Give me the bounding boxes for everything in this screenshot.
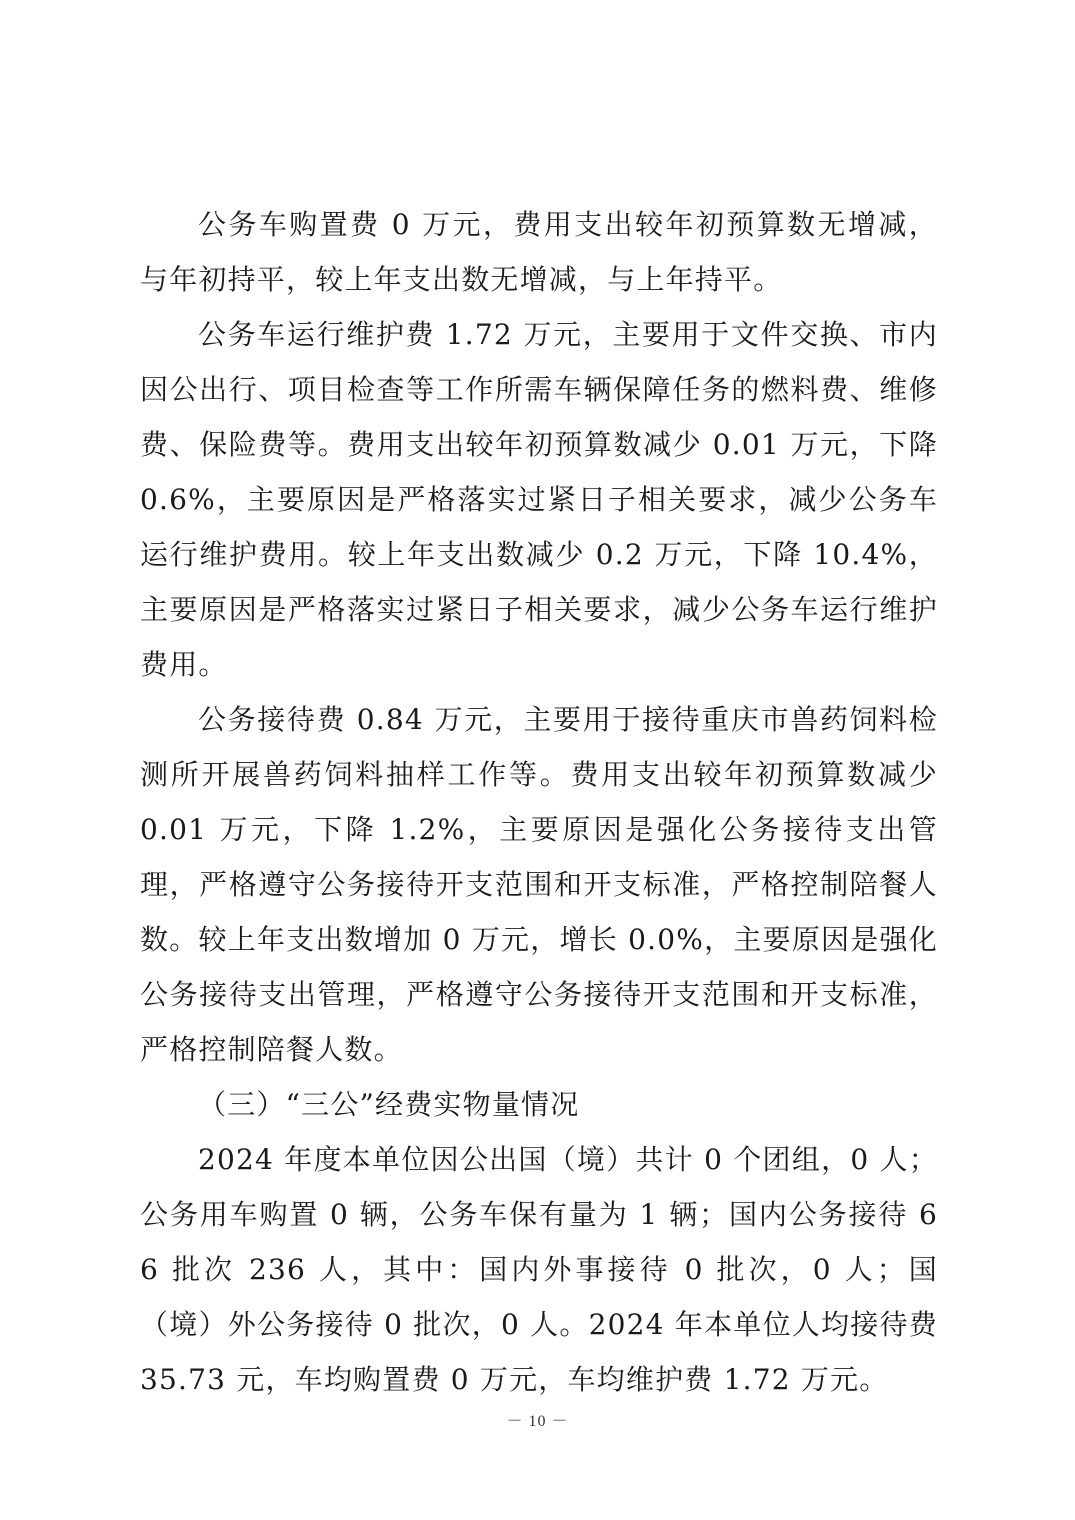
paragraph-official-reception: 公务接待费 0.84 万元，主要用于接待重庆市兽药饲料检测所开展兽药饲料抽样工作等。费用支出较年初预算数减少 0.01 万元，下降 1.2%，主要原因是强化公务接待支出管理，严格遵守公务接待开支范围和开支标准，严格控制陪餐人数。较上年支出数增加 0 万元，增长 0.0%，主要原因是强化公务接待支出管理，严格遵守公务接待开支范围和开支标准，严格控制陪餐人数。	[140, 703, 938, 1066]
paragraph-vehicle-purchase: 公务车购置费 0 万元，费用支出较年初预算数无增减，与年初持平，较上年支出数无增减，与上年持平。	[140, 208, 938, 296]
document-body	[140, 197, 938, 1407]
paragraph-physical-quantity: 2024 年度本单位因公出国（境）共计 0 个团组，0 人；公务用车购置 0 辆，公务车保有量为 1 辆；国内公务接待 66 批次 236 人，其中：国内外事接待 0 批次，0 人；国（境）外公务接待 0 批次，0 人。2024 年本单位人均接待费 35.73 元，车均购置费 0 万元，车均维护费 1.72 万元。	[140, 1143, 938, 1396]
paragraph-vehicle-maintenance: 公务车运行维护费 1.72 万元，主要用于文件交换、市内因公出行、项目检查等工作所需车辆保障任务的燃料费、维修费、保险费等。费用支出较年初预算数减少 0.01 万元，下降 0.6%，主要原因是严格落实过紧日子相关要求，减少公务车运行维护费用。较上年支出数减少 0.2 万元，下降 10.4%，主要原因是严格落实过紧日子相关要求，减少公务车运行维护费用。	[140, 318, 938, 681]
page-number: － 10 －	[506, 1413, 569, 1430]
section-heading: （三）“三公”经费实物量情况	[198, 1088, 580, 1121]
